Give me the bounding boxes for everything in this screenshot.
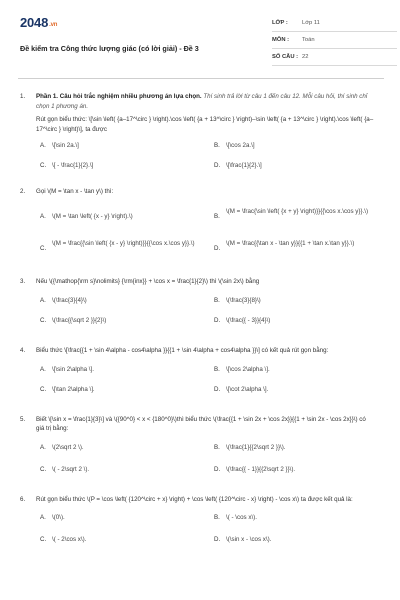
- question-stem: Rút gọn biểu thức \(P = \cos \left( {120^\circ + x} \right) + \cos \left( {120^\circ - x} \right) - \cos x\) ta được kết quả là:: [36, 495, 353, 503]
- option-text: \(M = \tan \left( {x - y} \right).\): [52, 212, 133, 220]
- options-row: [36, 465, 378, 489]
- question-body: [36, 187, 374, 197]
- options-row: [36, 535, 378, 549]
- option-label: A.: [40, 365, 46, 373]
- option-label: C.: [40, 465, 47, 473]
- question-6: [18, 495, 384, 550]
- option-text: \[\cos 2a.\]: [226, 142, 255, 149]
- question-number: 1.: [20, 93, 26, 100]
- question-number: 3.: [20, 277, 26, 285]
- question-4: [18, 346, 384, 409]
- option-label: C.: [40, 385, 47, 393]
- option-text: \[\cot 2\alpha \].: [226, 385, 269, 393]
- option-label: D.: [214, 317, 221, 324]
- option-label: D.: [214, 244, 221, 252]
- option-text: \( - 2\cos x\).: [52, 536, 87, 543]
- question-body: [36, 277, 374, 287]
- options-row: [36, 385, 378, 409]
- options: [36, 207, 378, 271]
- option-text: \( - 2\sqrt 2 \).: [52, 465, 90, 473]
- question-3: [18, 277, 384, 341]
- option-text: \(\frac{{ - 1}}{{2\sqrt 2 }}\).: [226, 465, 296, 473]
- option-text: \[\sin 2\alpha \].: [52, 365, 94, 373]
- question-number: 5.: [20, 415, 26, 423]
- meta-value: 22: [302, 54, 309, 60]
- option-text: \[\frac{1}{2}.\]: [226, 162, 262, 169]
- question-body: [36, 92, 374, 134]
- question-number: 2.: [20, 188, 26, 195]
- option-label: D.: [214, 385, 221, 393]
- document-header: [18, 12, 384, 72]
- options-row: [36, 513, 378, 535]
- option-label: B.: [214, 212, 220, 220]
- question-stem: Rút gọn biểu thức: \[\sin \left( {a–17^\circ } \right).\cos \left( {a + 13^\circ } \right)–\sin \left( {a + 13^\circ } \right).\cos \left( {a–17^\circ } \right)\], ta được: [36, 116, 374, 133]
- question-stem: Biểu thức \[\frac{{1 + \sin 4\alpha - cos4\alpha }}{{1 + \sin 4\alpha + cos4\alpha }}\] có kết quả rút gọn bằng:: [36, 347, 329, 354]
- option-label: D.: [214, 536, 221, 543]
- option-text: \(\frac{3}{8}\): [226, 297, 261, 304]
- meta-row-question-count: [272, 51, 397, 66]
- option-label: C.: [40, 536, 47, 543]
- section-title: Phần 1. Câu hỏi trắc nghiệm nhiều phương án lựa chọn.: [36, 93, 202, 100]
- question-2: [18, 187, 384, 271]
- meta-box: [272, 17, 397, 68]
- option-text: \(M = \frac{{\tan x - \tan y}}{{1 + \tan x.\tan y}}.\): [226, 239, 355, 247]
- option-text: \(\frac{1}{{2\sqrt 2 }}\).: [226, 443, 286, 451]
- option-text: \(\frac{{ - 3}}{4}\): [226, 317, 271, 324]
- option-label: D.: [214, 465, 221, 473]
- question-number: 6.: [20, 495, 26, 503]
- option-label: A.: [40, 212, 46, 220]
- meta-value: Toán: [302, 37, 315, 43]
- options: [36, 296, 378, 340]
- logo-suffix: .vn: [49, 22, 58, 28]
- options-row: [36, 141, 378, 161]
- header-divider: [18, 78, 384, 79]
- question-body: [36, 495, 374, 505]
- question-stem: Nếu \({\mathop{\rm s}\nolimits} {\rm{inx}} + \cos x = \frac{1}{2}\) thì \(\sin 2x\) bằng: [36, 277, 260, 285]
- option-label: B.: [214, 142, 220, 149]
- option-label: B.: [214, 514, 220, 521]
- question-body: [36, 415, 374, 434]
- question-1: [18, 92, 384, 181]
- meta-value: Lớp 11: [302, 20, 320, 26]
- option-label: C.: [40, 244, 47, 252]
- option-text: \(\frac{3}{4}\): [52, 297, 87, 304]
- meta-key: LỚP :: [272, 20, 288, 26]
- question-stem: Biết \[\sin x = \frac{1}{3}\] và \({90^0} < x < {180^0}\)thì biểu thức \(\frac{{1 + \sin 2x + \cos 2x}}{{1 + \sin 2x - \cos 2x}}\) có giá trị bằng:: [36, 415, 366, 432]
- option-text: \[\cos 2\alpha \].: [226, 365, 270, 373]
- meta-row-class: [272, 17, 397, 32]
- option-label: A.: [40, 514, 46, 521]
- section-heading: [36, 92, 374, 111]
- options-row: [36, 443, 378, 465]
- option-label: A.: [40, 142, 46, 149]
- option-label: C.: [40, 162, 47, 169]
- option-text: \[\tan 2\alpha \].: [52, 385, 95, 393]
- question-stem: Gọi \(M = \tan x - \tan y\) thì:: [36, 188, 114, 195]
- question-body: [36, 346, 374, 356]
- options-row: [36, 365, 378, 385]
- question-5: [18, 415, 384, 489]
- option-text: \[ - \frac{1}{2}.\]: [52, 162, 94, 169]
- section-instruction: Thí sinh trả lời từ câu 1 đến câu 12. Mỗi câu hỏi, thí sinh chỉ chọn 1 phương án.: [36, 93, 368, 110]
- options-row: [36, 239, 378, 271]
- option-text: \[\sin 2a.\]: [52, 142, 79, 149]
- option-text: \(2\sqrt 2 \).: [52, 443, 84, 451]
- option-label: B.: [214, 297, 220, 304]
- option-label: B.: [214, 365, 220, 373]
- option-label: C.: [40, 317, 47, 324]
- options-row: [36, 161, 378, 181]
- meta-row-subject: [272, 34, 397, 49]
- logo-main: 2048: [20, 15, 49, 30]
- options-row: [36, 207, 378, 239]
- option-text: \(M = \frac{{\sin \left( {x - y} \right)}}{{\cos x.\cos y}}.\): [52, 239, 195, 247]
- option-text: \(M = \frac{\sin \left( {x + y} \right)}}{{\cos x.\cos y}}.\): [226, 207, 369, 215]
- options: [36, 141, 378, 181]
- options: [36, 443, 378, 489]
- options: [36, 365, 378, 409]
- question-number: 4.: [20, 347, 26, 354]
- option-label: A.: [40, 297, 46, 304]
- site-logo[interactable]: [20, 15, 57, 30]
- option-text: \(\sin x - \cos x\).: [226, 536, 272, 543]
- option-label: B.: [214, 443, 220, 451]
- option-label: A.: [40, 443, 46, 451]
- option-text: \(0\).: [52, 514, 65, 521]
- document-title: Đề kiểm tra Công thức lượng giác (có lời giải) - Đề 3: [20, 44, 199, 53]
- options-row: [36, 316, 378, 340]
- option-text: \(\frac{{\sqrt 2 }}{2}\): [52, 317, 107, 324]
- meta-key: SỐ CÂU :: [272, 54, 299, 60]
- meta-key: MÔN :: [272, 37, 290, 43]
- option-text: \( - \cos x\).: [226, 514, 257, 521]
- option-label: D.: [214, 162, 221, 169]
- options: [36, 513, 378, 549]
- options-row: [36, 296, 378, 316]
